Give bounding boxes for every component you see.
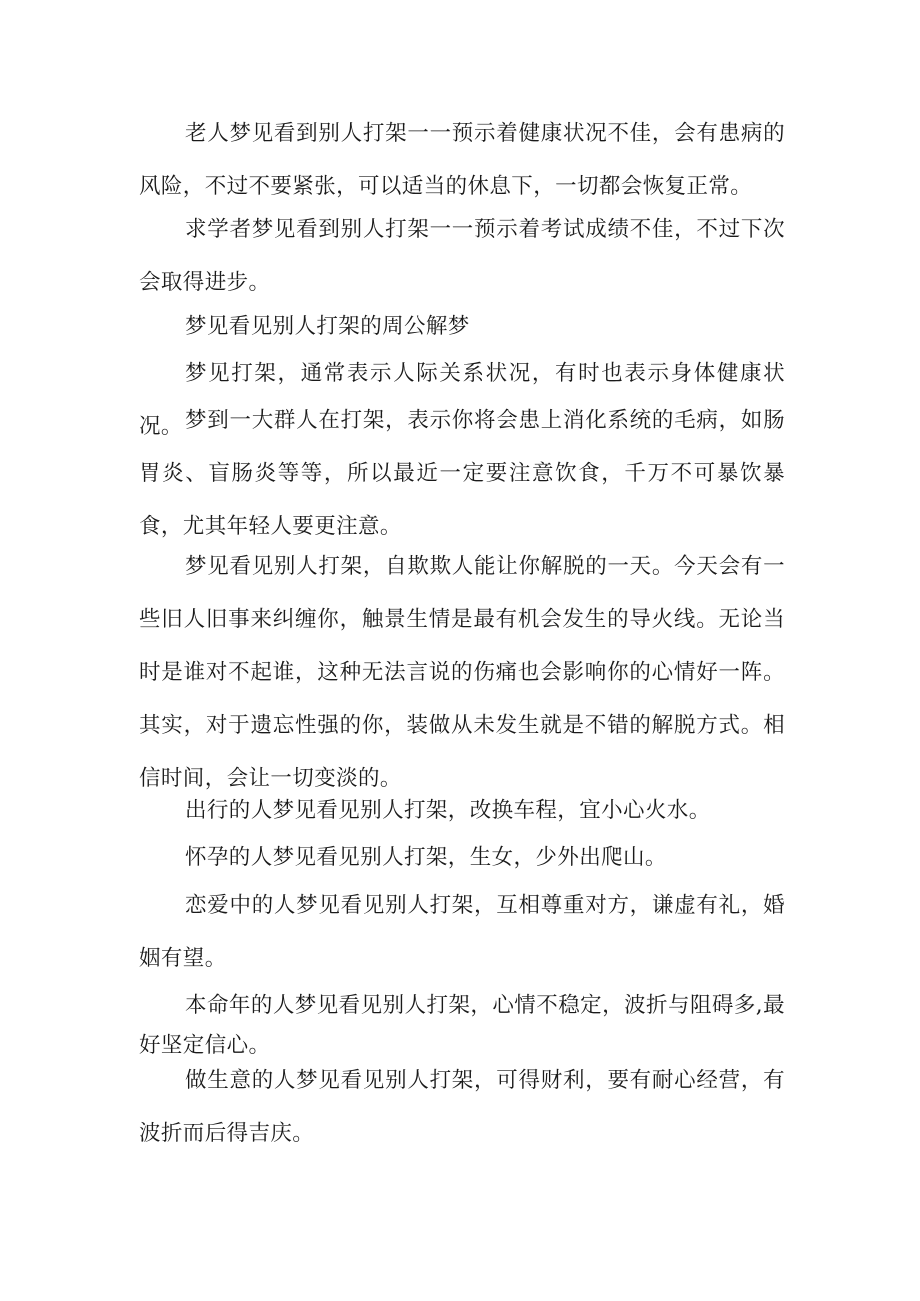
paragraph-business: 做生意的人梦见看见别人打架，可得财利，要有耐心经营，有波折而后得吉庆。	[139, 1068, 785, 1146]
paragraph-general-meaning: 梦见打架，通常表示人际关系状况，有时也表示身体健康状况。	[139, 361, 785, 439]
paragraph-pregnant: 怀孕的人梦见看见别人打架，生女，少外出爬山。	[185, 845, 667, 870]
paragraph-self-deception: 梦见看见别人打架，自欺欺人能让你解脱的一天。今天会有一些旧人旧事来纠缠你，触景生情是最有机会发生的导火线。无论当时是谁对不起谁，这种无法言说的伤痛也会影响你的心情好一阵。其实，对于遗忘性强的你，装做从未发生就是不错的解脱方式。相信时间，会让一切变淡的。	[139, 554, 785, 791]
section-heading: 梦见看见别人打架的周公解梦	[185, 314, 470, 339]
paragraph-traveler: 出行的人梦见看见别人打架，改换车程，宜小心火水。	[185, 798, 711, 823]
paragraph-in-love: 恋爱中的人梦见看见别人打架，互相尊重对方，谦虚有礼，婚姻有望。	[139, 893, 785, 971]
paragraph-zodiac-year: 本命年的人梦见看见别人打架，心情不稳定，波折与阻碍多,最好坚定信心。	[139, 993, 785, 1058]
paragraph-elderly: 老人梦见看到别人打架一一预示着健康状况不佳，会有患病的风险，不过不要紧张，可以适当的休息下，一切都会恢复正常。	[139, 121, 785, 199]
paragraph-student: 求学者梦见看到别人打架一一预示着考试成绩不佳，不过下次会取得进步。	[139, 217, 785, 295]
paragraph-crowd-fighting: 梦到一大群人在打架，表示你将会患上消化系统的毛病，如肠胃炎、盲肠炎等等，所以最近一定要注意饮食，千万不可暴饮暴食，尤其年轻人要更注意。	[139, 408, 785, 539]
